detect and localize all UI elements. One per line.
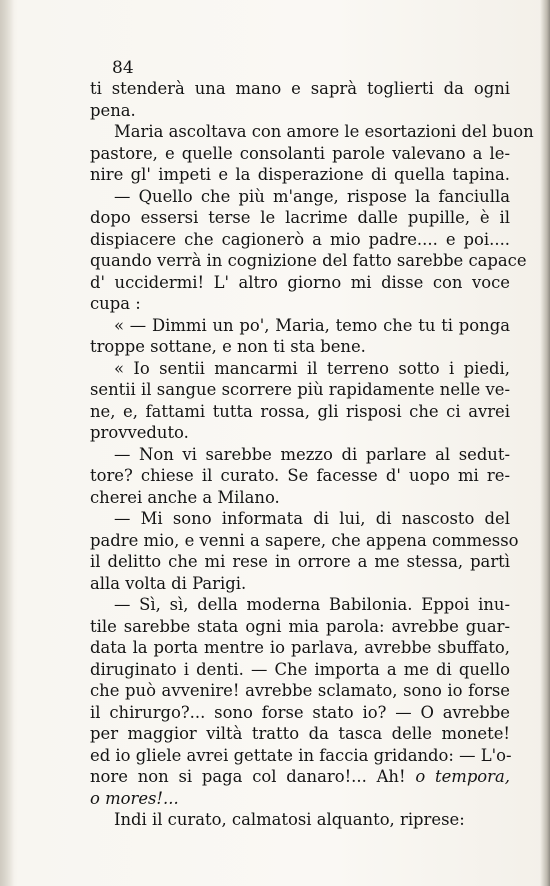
page-edge (540, 0, 550, 886)
text-line (90, 551, 510, 573)
text-line-content: nire gl' impeti e la disperazione di quella tapina. (90, 165, 510, 184)
text-line (90, 315, 510, 337)
text-line-content: il chirurgo?... sono forse stato io? — O avrebbe (90, 702, 510, 722)
text-line (90, 465, 510, 487)
text-line-content: sentii il sangue scorrere più rapidamente nelle ve- (90, 380, 510, 399)
text-line-content: per maggior viltà tratto da tasca delle monete! (90, 724, 510, 743)
italic-phrase: o mores!... (90, 788, 179, 808)
text-line-content: — Quello che più m'ange, rispose la fanciulla (114, 186, 510, 206)
text-line (90, 272, 510, 294)
text-line-content: cherei anche a Milano. (90, 487, 280, 507)
text-line (90, 766, 510, 788)
body-text (90, 78, 534, 831)
text-line (90, 186, 510, 208)
text-line-content: pastore, e quelle consolanti parole valevano a le- (90, 143, 510, 163)
text-line-content: ti stenderà una mano e saprà toglierti da ogni (90, 79, 510, 98)
text-line-content: « — Dimmi un po', Maria, temo che tu ti ponga (114, 315, 510, 335)
text-line (90, 358, 510, 380)
text-line (90, 207, 510, 229)
text-line-content: nore non si paga col danaro!... Ah! (90, 767, 416, 786)
text-line (90, 659, 510, 681)
text-line (90, 229, 510, 251)
text-line (90, 508, 510, 530)
text-line-content: provveduto. (90, 423, 189, 442)
text-line-content: d' uccidermi! L' altro giorno mi disse con voce (90, 272, 510, 292)
text-line (90, 573, 510, 595)
italic-phrase: o tempora, (415, 767, 510, 786)
text-line-content: — Non vi sarebbe mezzo di parlare al sedut- (114, 444, 510, 464)
text-line (90, 637, 510, 659)
text-line (90, 444, 510, 466)
text-line (90, 745, 510, 767)
text-line (90, 530, 519, 552)
text-line (90, 293, 510, 315)
text-line-content: Indi il curato, calmatosi alquanto, riprese: (114, 810, 465, 829)
text-line-content: data la porta mentre io parlava, avrebbe sbuffato, (90, 638, 510, 657)
text-line (90, 680, 510, 702)
text-line (90, 121, 534, 143)
text-line (90, 100, 510, 122)
text-line (90, 487, 510, 509)
text-line-content: diruginato i denti. — Che importa a me di quello (90, 659, 510, 679)
page-number: 84 (112, 58, 134, 78)
text-line (90, 336, 510, 358)
binding-shadow (0, 0, 14, 886)
text-line (90, 78, 510, 100)
text-line (90, 788, 510, 810)
text-line-content: pena. (90, 100, 136, 120)
text-line-content: troppe sottane, e non ti sta bene. (90, 337, 366, 356)
text-line (90, 594, 510, 616)
text-line-content: dispiacere che cagionerò a mio padre.... e poi.... (90, 229, 510, 249)
text-line (90, 250, 527, 272)
text-line-content: quando verrà in cognizione del fatto sarebbe capace (90, 251, 527, 270)
text-line (90, 143, 510, 165)
text-line-content: alla volta di Parigi. (90, 573, 247, 593)
text-line-content: cupa : (90, 294, 141, 313)
text-line-content: che può avvenire! avrebbe sclamato, sono io forse (90, 681, 510, 700)
text-line (90, 723, 510, 745)
text-line (90, 809, 510, 831)
text-line (90, 616, 510, 638)
text-line-content: — Mi sono informata di lui, di nascosto del (114, 509, 510, 528)
text-line-content: padre mio, e venni a sapere, che appena commesso (90, 530, 519, 550)
text-line-content: Maria ascoltava con amore le esortazioni del buon (114, 122, 534, 141)
text-line (90, 702, 510, 724)
text-line-content: — Sì, sì, della moderna Babilonia. Eppoi inu- (114, 595, 510, 614)
text-line-content: dopo essersi terse le lacrime dalle pupille, è il (90, 208, 510, 227)
text-line (90, 422, 510, 444)
text-line (90, 401, 510, 423)
text-line-content: ed io gliele avrei gettate in faccia gridando: — L'o- (90, 745, 512, 765)
text-line (90, 164, 510, 186)
text-line-content: « Io sentii mancarmi il terreno sotto i piedi, (114, 358, 510, 378)
text-line-content: tore? chiese il curato. Se facesse d' uopo mi re- (90, 466, 510, 485)
text-line-content: ne, e, fattami tutta rossa, gli risposi che ci avrei (90, 401, 510, 421)
text-line (90, 379, 510, 401)
text-line-content: tile sarebbe stata ogni mia parola: avrebbe guar- (90, 616, 510, 636)
text-line-content: il delitto che mi rese in orrore a me stessa, partì (90, 552, 510, 571)
